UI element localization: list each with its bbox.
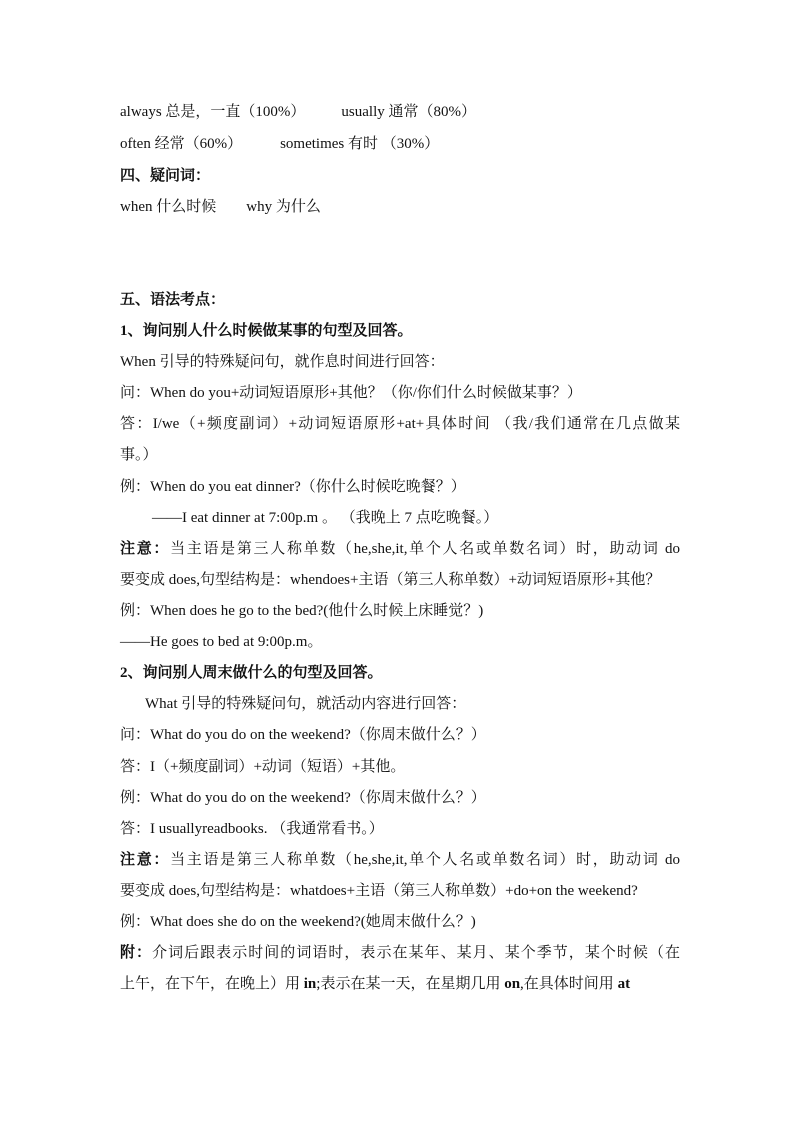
point2-intro: What 引导的特殊疑问句，就活动内容进行回答： (145, 696, 467, 712)
section5-heading: 五、语法考点： (120, 292, 226, 308)
point2-answer: 答：I（+频度副词）+动词（短语）+其他。 (120, 759, 406, 775)
point1-note-line2: 要变成 does,句型结构是：whendoes+主语（第三人称单数）+动词短语原形+其他？ (120, 572, 661, 588)
adverb-usually: usually 通常（80%） (341, 104, 476, 120)
appendix-line1 (120, 943, 680, 963)
point1-note-text: 当主语是第三人称单数（he,she,it,单个人名或单数名词）时，助动词 do (170, 541, 680, 557)
point2-question: 问：What do you do on the weekend?（你周末做什么？） (120, 727, 486, 743)
point1-note-label: 注意： (120, 541, 171, 557)
appendix-text-2b: ;表示在某一天，在星期几用 (316, 976, 505, 992)
appendix-prep-on: on (504, 976, 521, 992)
section4-heading: 四、疑问词： (120, 168, 211, 184)
point1-answer-line1: 答：I/we（+频度副词）+动词短语原形+at+具体时间 （我/我们通常在几点做某 (120, 416, 680, 432)
point1-example-answer: ——I eat dinner at 7:00p.m 。 （我晚上 7 点吃晚餐。） (152, 510, 499, 526)
appendix-text-2a: 上午，在下午，在晚上）用 (120, 976, 304, 992)
appendix-line2 (120, 974, 680, 994)
appendix-text-2c: ,在具体时间用 (520, 976, 618, 992)
point1-note-line1 (120, 539, 680, 559)
point2-example2-question: 例：What does she do on the weekend?(她周末做什么？) (120, 914, 476, 930)
point2-example-answer: 答：I usuallyreadbooks. （我通常看书。） (120, 821, 384, 837)
adverb-sometimes: sometimes 有时 （30%） (280, 136, 440, 152)
question-words-row (120, 197, 680, 217)
point1-example2-answer: ——He goes to bed at 9:00p.m。 (120, 634, 323, 650)
point2-example-question: 例：What do you do on the weekend?（你周末做什么？） (120, 790, 486, 806)
point1-example-question: 例：When do you eat dinner?（你什么时候吃晚餐？） (120, 479, 466, 495)
adverb-row-1 (120, 102, 680, 122)
point1-question: 问：When do you+动词短语原形+其他？（你/你们什么时候做某事？） (120, 385, 582, 401)
adverb-row-2 (120, 134, 680, 154)
appendix-label: 附： (120, 945, 153, 961)
point2-title: 2、询问别人周末做什么的句型及回答。 (120, 665, 383, 681)
appendix-text-1: 介词后跟表示时间的词语时，表示在某年、某月、某个季节，某个时候（在 (152, 945, 680, 961)
question-word-why: why 为什么 (246, 199, 321, 215)
point2-note-text: 当主语是第三人称单数（he,she,it,单个人名或单数名词）时，助动词 do (170, 852, 680, 868)
question-word-when: when 什么时候 (120, 199, 217, 215)
point2-note-line1 (120, 850, 680, 870)
appendix-prep-in: in (303, 976, 317, 992)
point1-example2-question: 例：When does he go to the bed?(他什么时候上床睡觉？) (120, 603, 484, 619)
appendix-prep-at: at (617, 976, 631, 992)
point2-note-label: 注意： (120, 852, 171, 868)
point1-title: 1、询问别人什么时候做某事的句型及回答。 (120, 323, 413, 339)
adverb-often: often 经常（60%） (120, 136, 243, 152)
point1-answer-line2: 事。） (120, 447, 158, 463)
adverb-always: always 总是，一直（100%） (120, 104, 306, 120)
point2-note-line2: 要变成 does,句型结构是：whatdoes+主语（第三人称单数）+do+on the weekend? (120, 883, 638, 899)
point1-intro: When 引导的特殊疑问句，就作息时间进行回答： (120, 354, 445, 370)
